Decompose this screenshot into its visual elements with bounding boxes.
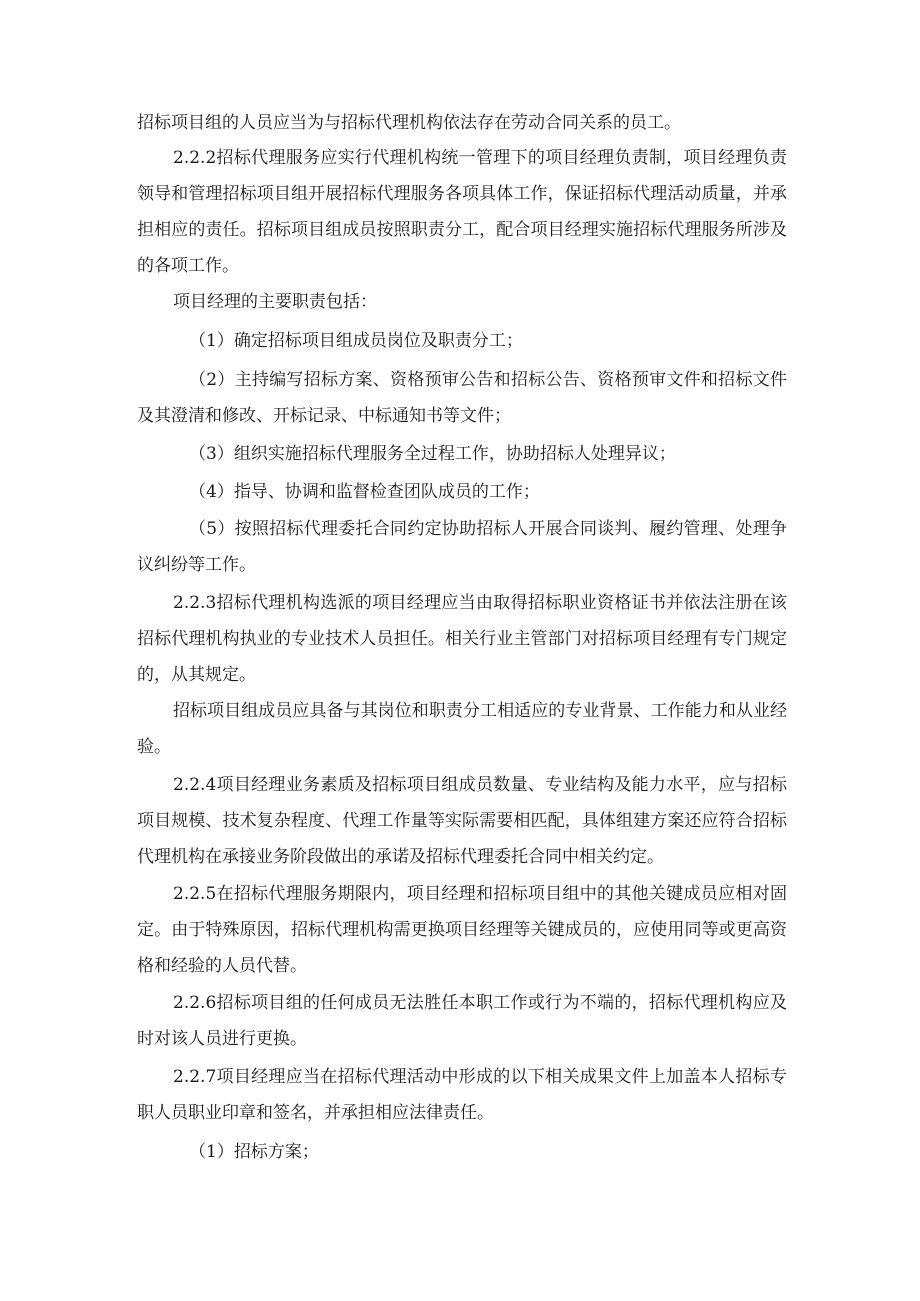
paragraph-2-2-2: 2.2.2招标代理服务应实行代理机构统一管理下的项目经理负责制，项目经理负责领导和管理招标项目组开展招标代理服务各项具体工作，保证招标代理活动质量，并承担相应的责任。招标项目组成员按照职责分工，配合项目经理实施招标代理服务所涉及的各项工作。 — [137, 148, 787, 276]
paragraph-2-2-3: 2.2.3招标代理机构选派的项目经理应当由取得招标职业资格证书并依法注册在该招标代理机构执业的专业技术人员担任。相关行业主管部门对招标项目经理有专门规定的，从其规定。 — [137, 593, 787, 685]
paragraph-2-2-6: 2.2.6招标项目组的任何成员无法胜任本职工作或行为不端的，招标代理机构应及时对该人员进行更换。 — [137, 993, 787, 1049]
paragraph-2-2-5: 2.2.5在招标代理服务期限内，项目经理和招标项目组中的其他关键成员应相对固定。由于特殊原因，招标代理机构需更换项目经理等关键成员的，应使用同等或更高资格和经验的人员代替。 — [137, 884, 787, 976]
list-item-duty-5: （5）按照招标代理委托合同约定协助招标人开展合同谈判、履约管理、处理争议纠纷等工作。 — [137, 519, 787, 575]
list-item-result-1: （1）招标方案； — [189, 1142, 319, 1162]
paragraph-2-2-7: 2.2.7项目经理应当在招标代理活动中形成的以下相关成果文件上加盖本人招标专职人员职业印章和签名，并承担相应法律责任。 — [137, 1067, 787, 1123]
paragraph-2-2-4: 2.2.4项目经理业务素质及招标项目组成员数量、专业结构及能力水平，应与招标项目规模、技术复杂程度、代理工作量等实际需要相匹配，具体组建方案还应符合招标代理机构在承接业务阶段做出的承诺及招标代理委托合同中相关约定。 — [137, 775, 787, 867]
paragraph-member-qualification: 招标项目组成员应具备与其岗位和职责分工相适应的专业背景、工作能力和从业经验。 — [137, 701, 787, 757]
list-item-duty-2: （2）主持编写招标方案、资格预审公告和招标公告、资格预审文件和招标文件及其澄清和修改、开标记录、中标通知书等文件； — [137, 370, 787, 426]
list-item-duty-3: （3）组织实施招标代理服务全过程工作，协助招标人处理异议； — [189, 444, 676, 464]
paragraph-staff-requirement: 招标项目组的人员应当为与招标代理机构依法存在劳动合同关系的员工。 — [137, 113, 681, 133]
paragraph-manager-duties-heading: 项目经理的主要职责包括： — [173, 292, 377, 312]
list-item-duty-1: （1）确定招标项目组成员岗位及职责分工； — [189, 331, 523, 351]
list-item-duty-4: （4）指导、协调和监督检查团队成员的工作； — [189, 482, 540, 502]
